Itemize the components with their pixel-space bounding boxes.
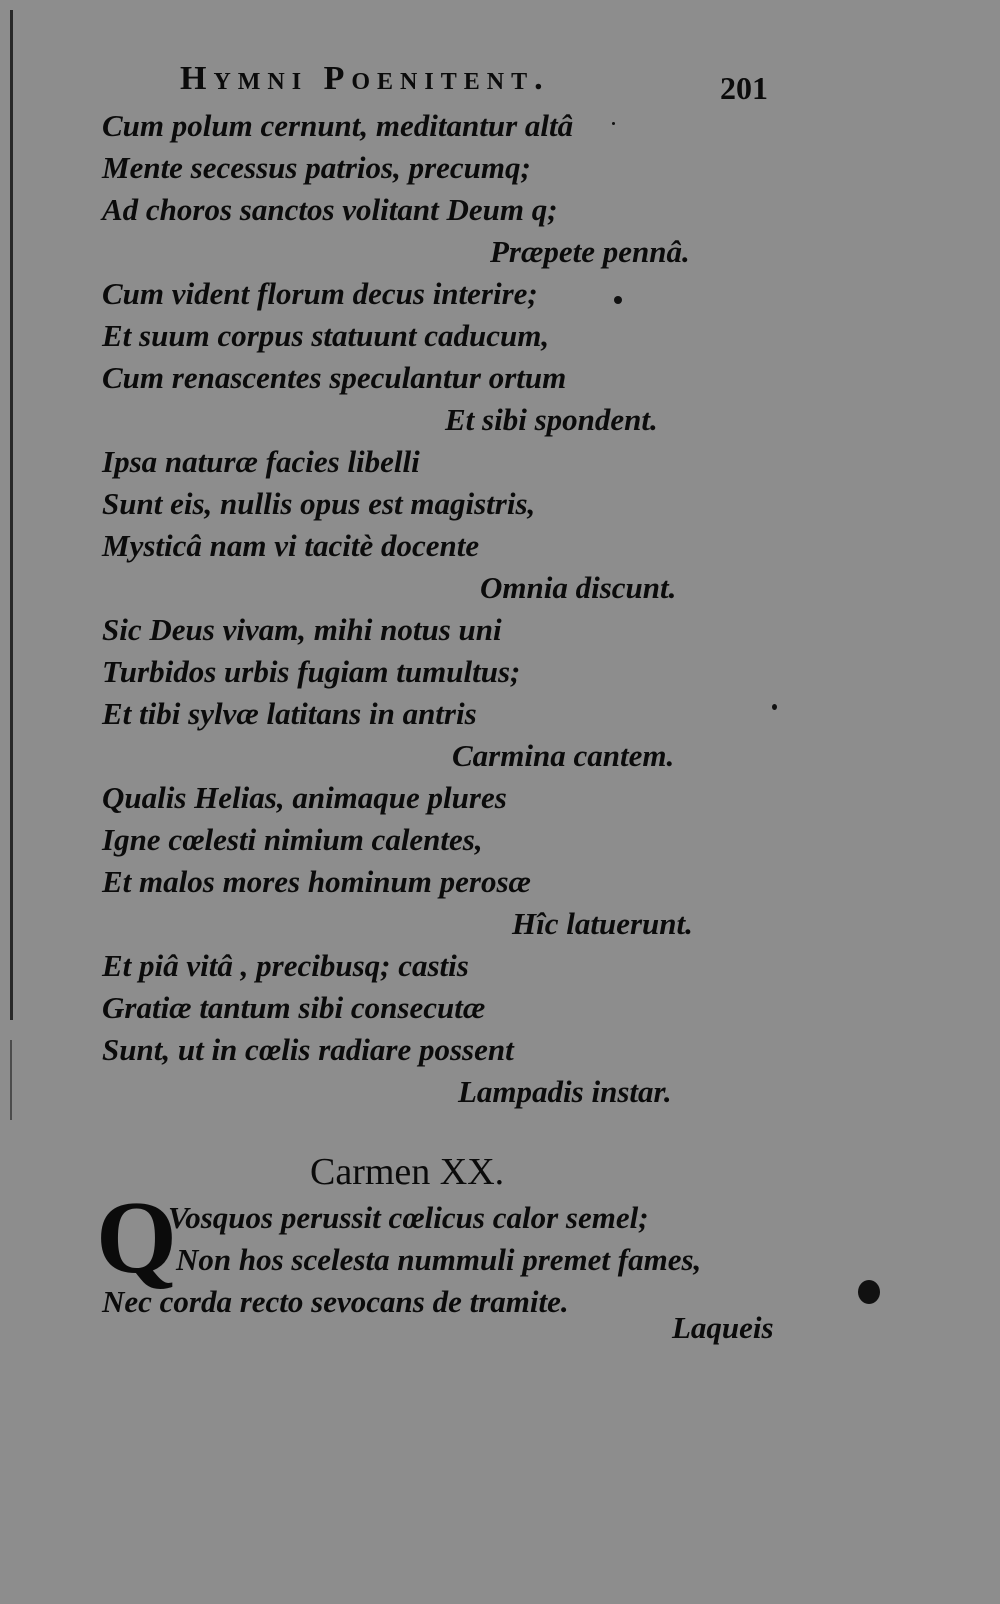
ink-speck [612,122,615,125]
running-head: Hymni Poenitent. [180,60,550,97]
verse-line: Ad choros sanctos volitant Deum q; [102,192,558,227]
verse-refrain: Lampadis instar. [458,1074,672,1109]
page-number: 201 [720,70,768,106]
carmen-line: Non hos scelesta nummuli premet fames, [176,1242,702,1277]
verse-line: Cum renascentes speculantur ortum [102,360,567,395]
verse-line: Et malos mores hominum perosæ [102,864,531,899]
verse-refrain: Hîc latuerunt. [512,906,693,941]
verse-line: Sic Deus vivam, mihi notus uni [102,612,502,647]
ink-blot [858,1280,880,1304]
drop-cap: Q [96,1180,177,1295]
verse-line: Igne cœlesti nimium calentes, [102,822,483,857]
verse-refrain: Et sibi spondent. [445,402,658,437]
verse-refrain: Carmina cantem. [452,738,675,773]
verse-refrain: Omnia discunt. [480,570,677,605]
catchword: Laqueis [672,1310,774,1345]
verse-line: Et tibi sylvæ latitans in antris [102,696,477,731]
verse-line: Ipsa naturæ facies libelli [102,444,420,479]
verse-line: Cum vident florum decus interire; [102,276,538,311]
verse-line: Mente secessus patrios, precumq; [102,150,531,185]
verse-line: Qualis Helias, animaque plures [102,780,507,815]
binding-edge [10,10,21,1020]
verse-line: Sunt eis, nullis opus est magistris, [102,486,536,521]
ink-speck [772,704,777,710]
verse-line: Gratiæ tantum sibi consecutæ [102,990,486,1025]
binding-edge-lower [10,1040,20,1120]
verse-line: Mysticâ nam vi tacitè docente [102,528,480,563]
verse-line: Sunt, ut in cœlis radiare possent [102,1032,514,1067]
ink-speck [614,296,622,304]
verse-line: Turbidos urbis fugiam tumultus; [102,654,521,689]
verse-line: Et suum corpus statuunt caducum, [102,318,550,353]
carmen-line: Nec corda recto sevocans de tramite. [102,1284,569,1319]
carmen-heading: Carmen XX. [310,1151,505,1193]
verse-line: Et piâ vitâ , precibusq; castis [102,948,469,983]
verse-line: Cum polum cernunt, meditantur altâ [102,108,574,143]
carmen-line: Vosquos perussit cœlicus calor semel; [168,1200,649,1235]
verse-refrain: Præpete pennâ. [490,234,690,269]
